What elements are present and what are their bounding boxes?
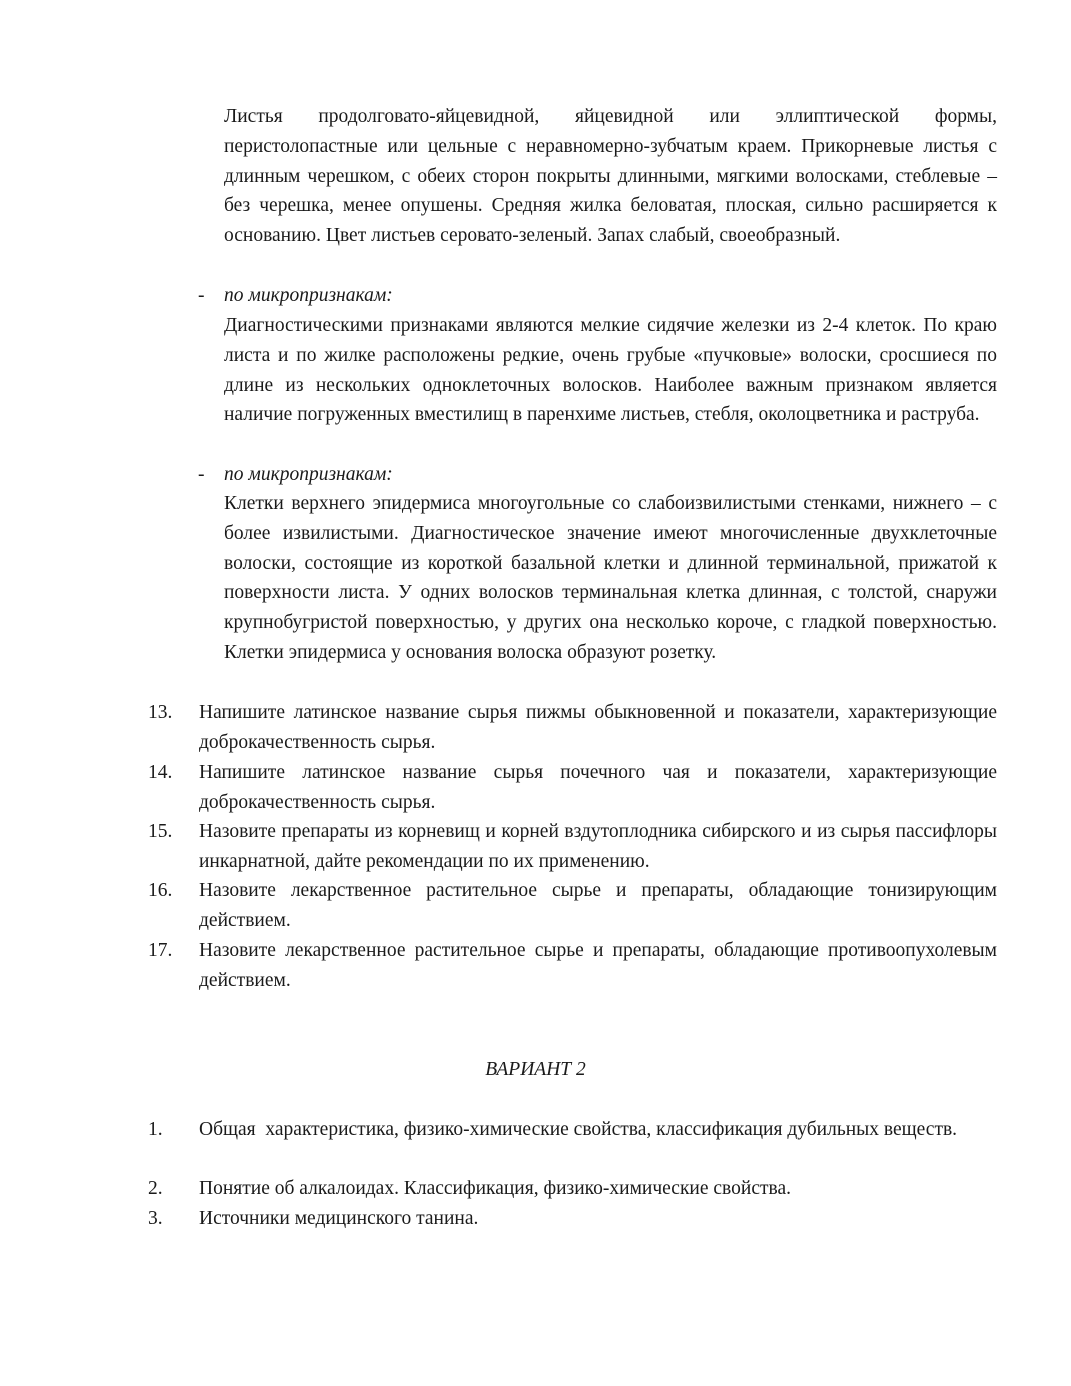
item-text: Напишите латинское название сырья почечного чая и показатели, характеризующие доброкачественность сырья. (199, 762, 997, 813)
microfeatures-label: по микропризнакам: (224, 464, 393, 485)
microfeatures-header-1 (198, 281, 997, 311)
dash-bullet: - (198, 464, 205, 485)
item-number: 2. (148, 1178, 163, 1199)
item-number: 13. (148, 702, 173, 723)
item-number: 14. (148, 762, 173, 783)
microfeatures-header-2 (198, 460, 997, 490)
micro-description-paragraph-2: Клетки верхнего эпидермиса многоугольные со слабоизвилистыми стенками, нижнего – с более извилистыми. Диагностическое значение имеют многочисленные двухклеточные волоски, состоящие из короткой базальной клетки и длинной терминальной, прижатой к поверхности листа. У одних волосков терминальная клетка длинная, с толстой, снаружи крупнобугристой поверхностью, у других она несколько короче, с гладкой поверхностью. Клетки эпидермиса у основания волоска образуют розетку. (224, 493, 997, 663)
section-heading: ВАРИАНТ 2 (485, 1059, 586, 1080)
item-text: Понятие об алкалоидах. Классификация, физико-химические свойства. (199, 1178, 791, 1199)
item-text: Назовите лекарственное растительное сырье и препараты, обладающие противоопухолевым действием. (199, 940, 997, 991)
item-text: Напишите латинское название сырья пижмы обыкновенной и показатели, характеризующие доброкачественность сырья. (199, 702, 997, 753)
item-text: Общая характеристика, физико-химические свойства, классификация дубильных веществ. (199, 1119, 958, 1140)
microfeatures-label: по микропризнакам: (224, 285, 393, 306)
item-number: 16. (148, 880, 173, 901)
item-number: 3. (148, 1208, 163, 1229)
dash-bullet: - (198, 285, 205, 306)
item-number: 1. (148, 1119, 163, 1140)
micro-description-paragraph-1: Диагностическими признаками являются мелкие сидячие железки из 2-4 клеток. По краю листа и по жилке расположены редкие, очень грубые «пучковые» волоски, сросшиеся по длине из нескольких одноклеточных волосков. Наиболее важным признаком является наличие погруженных вместилищ в паренхиме листьев, стебля, околоцветника и раструба. (224, 315, 997, 426)
macro-description-paragraph: Листья продолговато-яйцевидной, яйцевидной или эллиптической формы, перистолопастные или цельные с неравномерно-зубчатым краем. Прикорневые листья с длинным черешком, с обеих сторон покрыты длинными, мягкими волосками, стеблевые – без черешка, менее опушены. Средняя жилка беловатая, плоская, сильно расширяется к основанию. Цвет листьев серовато-зеленый. Запах слабый, своеобразный. (224, 106, 997, 247)
item-number: 17. (148, 940, 173, 961)
item-text: Назовите лекарственное растительное сырье и препараты, обладающие тонизирующим действием. (199, 880, 997, 931)
item-text: Назовите препараты из корневищ и корней вздутоплодника сибирского и из сырья пассифлоры инкарнатной, дайте рекомендации по их применению. (199, 821, 997, 872)
item-text: Источники медицинского танина. (199, 1208, 479, 1229)
item-number: 15. (148, 821, 173, 842)
